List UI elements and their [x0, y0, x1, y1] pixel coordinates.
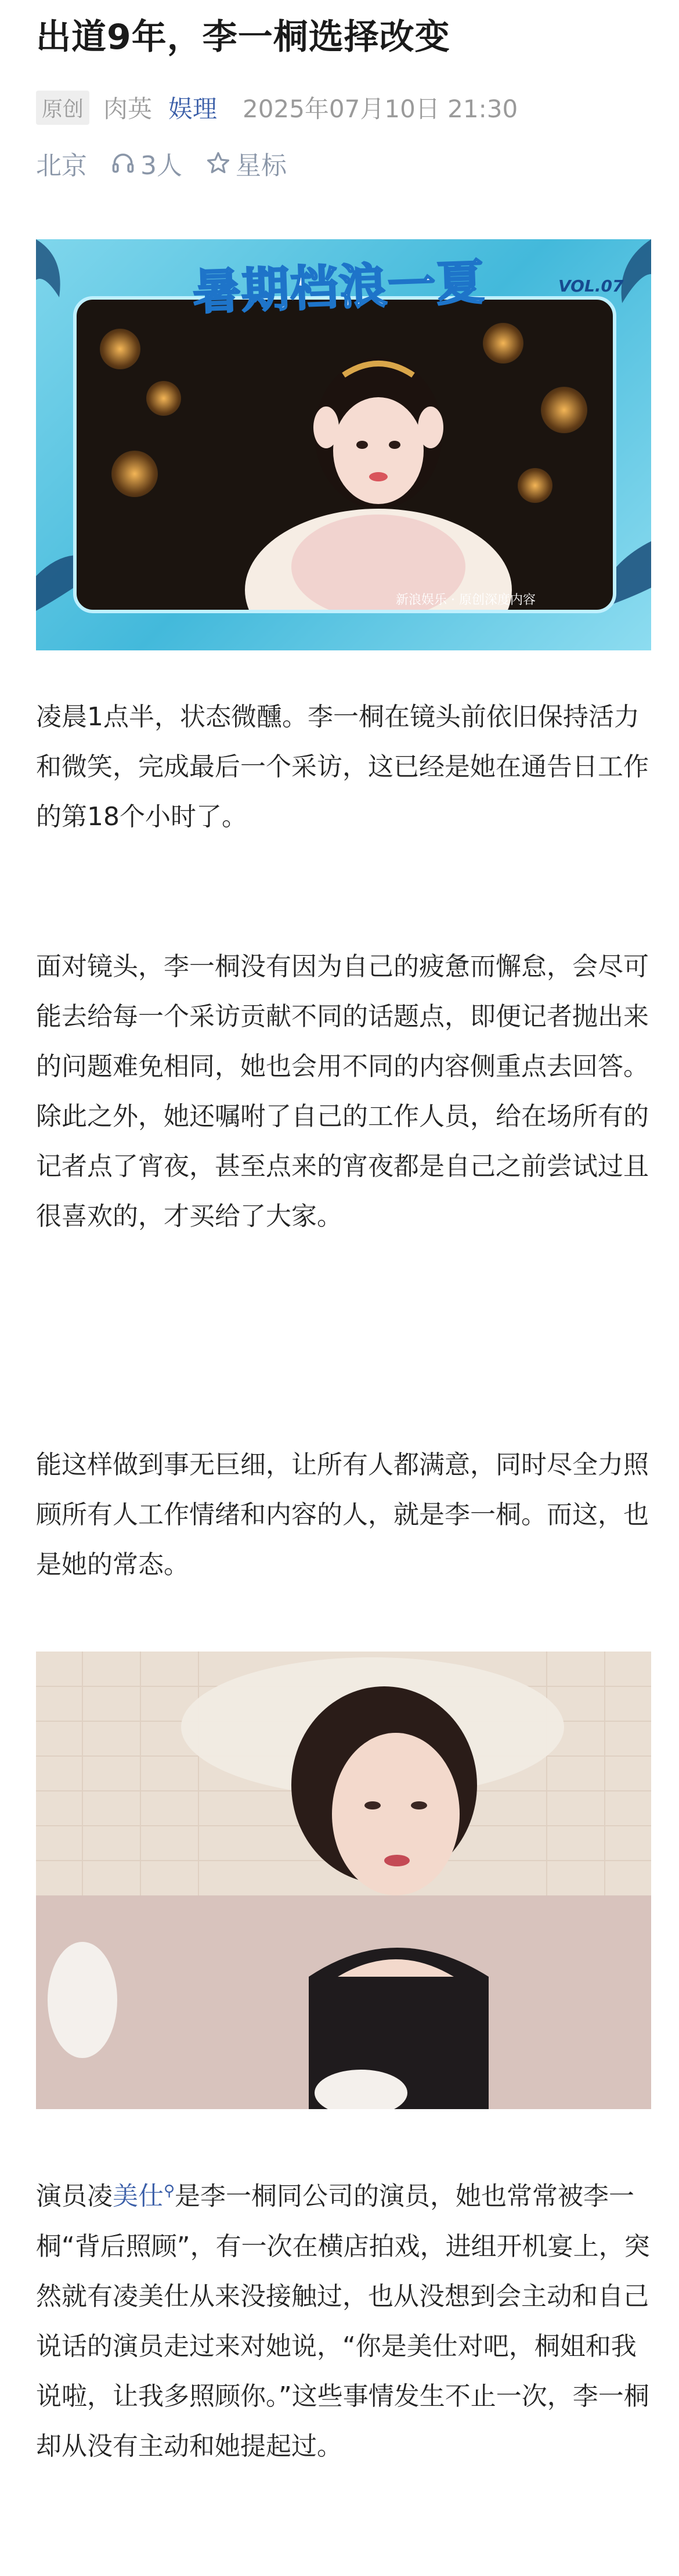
listen-button[interactable] [110, 145, 182, 182]
headphones-icon [110, 150, 136, 176]
location-label: 北京 [36, 151, 87, 181]
paragraph: 能这样做到事无巨细，让所有人都满意，同时尽全力照顾所有人工作情绪和内容的人，就是李一桐。而这，也是她的常态。 [36, 1450, 649, 1580]
article-meta-secondary [36, 143, 287, 184]
article-title: 出道9年，李一桐选择改变 [36, 17, 450, 57]
cover-caption: 新浪娱乐 · 原创深度内容 [396, 593, 536, 607]
paragraph: 凌晨1点半，状态微醺。李一桐在镜头前依旧保持活力和微笑，完成最后一个采访，这已经是她在通告日工作的第18个小时了。 [36, 702, 649, 832]
listener-count: 3人 [140, 151, 182, 181]
star-icon [205, 150, 231, 176]
original-badge: 原创 [36, 91, 89, 125]
author-name[interactable]: 肉英 [103, 95, 153, 123]
search-link-meishi[interactable]: 美仕 [113, 2181, 164, 2211]
cover-photo-frame [73, 296, 616, 613]
article-meta [36, 87, 518, 128]
woman-figure [216, 334, 541, 613]
search-icon[interactable]: ⚲ [164, 2182, 175, 2200]
paragraph-text: 是李一桐同公司的演员，她也常常被李一桐“背后照顾”，有一次在横店拍戏，进组开机宴上，突然就有凌美仕从来没接触过，也从没想到会主动和自己说话的演员走过来对她说，“你是美仕对吧，桐姐和我说啦，让我多照顾你。”这些事情发生不止一次，李一桐却从没有主动和她提起过。 [36, 2181, 650, 2461]
channel-link[interactable]: 娱理 [168, 95, 218, 123]
paragraph-text: 演员凌 [36, 2181, 113, 2211]
banner-headline: 暑期档浪一夏 [192, 255, 486, 321]
paragraph: 面对镜头，李一桐没有因为自己的疲惫而懈怠，会尽可能去给每一个采访贡献不同的话题点，即便记者抛出来的问题难免相同，她也会用不同的内容侧重点去回答。除此之外，她还嘱咐了自己的工作人员，给在场所有的记者点了宵夜，甚至点来的宵夜都是自己之前尝试过且很喜欢的，才买给了大家。 [36, 952, 649, 1231]
star-label: 星标 [236, 151, 287, 181]
portrait-illustration [36, 1652, 651, 2109]
publish-datetime: 2025年07月10日 21:30 [243, 95, 518, 123]
volume-label: VOL.07 [558, 276, 624, 296]
paragraph [36, 2166, 651, 2471]
article-photo[interactable] [36, 1652, 651, 2109]
cover-image[interactable] [36, 239, 651, 650]
star-button[interactable] [205, 145, 287, 182]
